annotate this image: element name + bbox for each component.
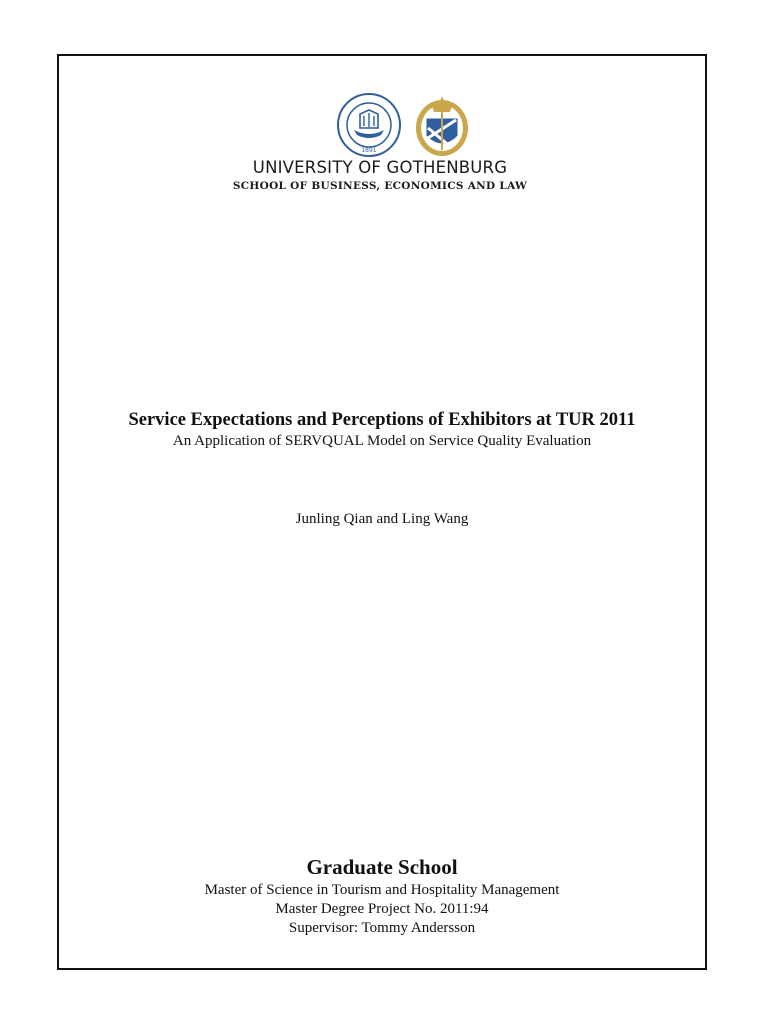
university-name: UNIVERSITY OF GOTHENBURG (252, 158, 508, 177)
seal-group (215, 92, 545, 162)
thesis-title: Service Expectations and Perceptions of Exhibitors at TUR 2011 (128, 410, 636, 430)
thesis-subtitle: An Application of SERVQUAL Model on Service Quality Evaluation (172, 433, 592, 449)
thesis-authors: Junling Qian and Ling Wang (295, 511, 469, 527)
graduate-school-heading: Graduate School (306, 855, 458, 879)
supervisor-name: Supervisor: Tommy Andersson (288, 920, 476, 936)
project-number: Master Degree Project No. 2011:94 (275, 901, 489, 917)
school-name: SCHOOL OF BUSINESS, ECONOMICS AND LAW (232, 180, 528, 192)
program-name: Master of Science in Tourism and Hospitality Management (204, 882, 560, 898)
university-logo (215, 92, 545, 198)
university-seal-icon (336, 92, 402, 162)
svg-text:1891: 1891 (361, 147, 377, 154)
school-crest-icon (412, 92, 472, 162)
